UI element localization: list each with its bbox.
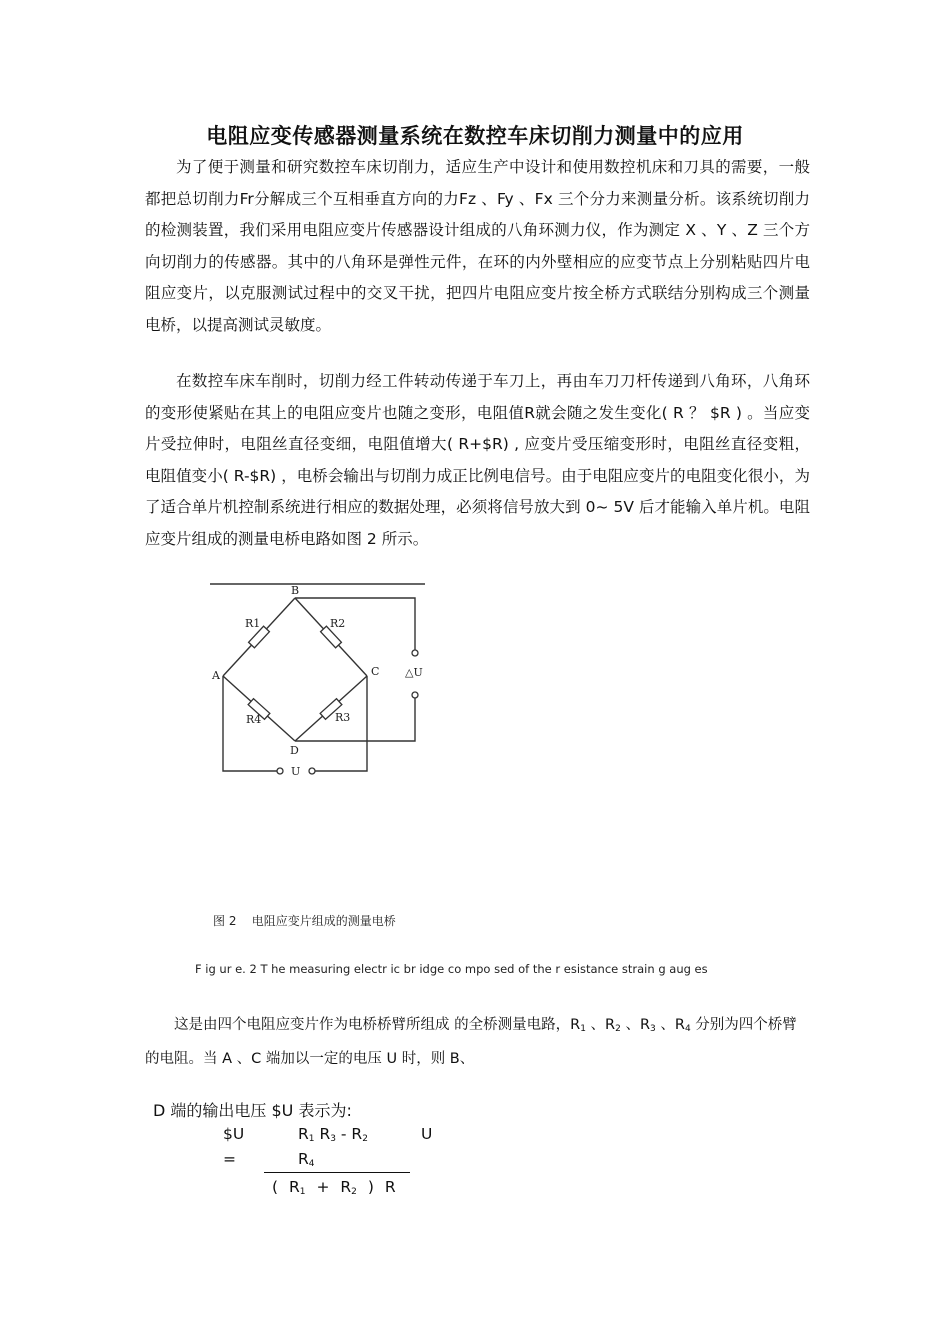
num-r1-sub: 1 [308, 1134, 315, 1144]
equation-numerator [298, 1125, 368, 1144]
output-voltage-label: △U [405, 666, 423, 679]
supply-voltage-label: U [291, 765, 301, 778]
output-terminal-bottom [412, 692, 418, 698]
paragraph-principle-text: 在数控车床车削时，切削力经工件转动传递于车刀上，再由车刀刀杆传递到八角环，八角环的变形使紧贴在其上的电阻应变片也随之变形，电阻值R就会随之发生变化( R ？ $R ) 。当应变片受拉伸时，电阻丝直径变细，电阻值增大( R+$R) , 应变片受压缩变形时，电阻丝直径变粗，电阻值变小( R-$R) ，电桥会输出与切削力成正比例电信号。由于电阻应变片的电阻变化很小，为了适合单片机控制系统进行相应的数据处理，必须将信号放大到 0~ 5V 后才能输入单片机。电阻应变片组成的测量电桥电路如图 2 所示。 [145, 372, 810, 548]
separator-1: 、 [585, 1017, 606, 1033]
equation-denominator [272, 1178, 396, 1197]
num-r2-sub: 2 [362, 1134, 368, 1144]
num-r3: R [319, 1125, 331, 1143]
den-r2-sub: 2 [351, 1187, 357, 1197]
resistor-ref-r2: R [605, 1017, 616, 1033]
resistor-ref-r2-sub: 2 [615, 1024, 621, 1034]
paragraph-bridge-before: 这是由四个电阻应变片作为电桥桥臂所组成 的全桥测量电路， [174, 1017, 571, 1033]
resistor-ref-r3: R [639, 1017, 651, 1033]
den-r1-sub: 1 [299, 1187, 306, 1197]
node-label-b: B [291, 584, 300, 597]
node-label-c: C [371, 665, 380, 678]
equation-equals: = [223, 1150, 236, 1168]
den-r1: R [289, 1178, 300, 1196]
paragraph-principle [145, 366, 810, 555]
num-r2: - R [335, 1125, 363, 1143]
paragraph-intro-text: 为了便于测量和研究数控车床切削力，适应生产中设计和使用数控机床和刀具的需要，一般都把总切削力Fr分解成三个互相垂直方向的力Fz 、Fy 、Fx 三个分力来测量分析。该系统切削力的检测装置，我们采用电阻应变片传感器设计组成的八角环测力仪，作为测定 X 、Y 、Z 三个方向切削力的传感器。其中的八角环是弹性元件，在环的内外壁相应的应变节点上分别粘贴四片电阻应变片，以克服测试过程中的交叉干扰，把四片电阻应变片按全桥方式联结分别构成三个测量电桥，以提高测试灵敏度。 [145, 158, 810, 334]
den-plus: + [316, 1178, 330, 1196]
num-r3-sub: 3 [330, 1134, 336, 1144]
node-label-a: A [212, 669, 220, 682]
paragraph-bridge [145, 1010, 810, 1074]
separator-2: 、 [620, 1017, 640, 1033]
paragraph-bridge-after: 分别为四个桥臂 的电阻。当 A 、C 端加以一定的电压 U 时，则 B、 [145, 1017, 797, 1067]
fraction-bar [264, 1172, 410, 1173]
equation-r4 [298, 1150, 315, 1169]
den-close-paren: ) [367, 1178, 374, 1196]
output-terminal-top [412, 650, 418, 656]
supply-terminal-right [309, 768, 315, 774]
resistor-label-r4: R4 [246, 713, 262, 726]
figure-caption-en: F ig ur e. 2 T he measuring electr ic br idge co mpo sed of the r esistance strain g aug es [195, 962, 708, 976]
supply-terminal-left [277, 768, 283, 774]
separator-3: 、 [655, 1017, 675, 1033]
den-r2: R [340, 1178, 352, 1196]
document-title: 电阻应变传感器测量系统在数控车床切削力测量中的应用 [206, 124, 744, 148]
num-r1: R [298, 1125, 309, 1143]
output-wire-d [295, 698, 415, 741]
resistor-ref-r4: R [674, 1017, 685, 1033]
num-r4: R [298, 1150, 309, 1168]
resistor-label-r3: R3 [335, 711, 351, 724]
output-wire-b [295, 598, 415, 650]
resistor-label-r1: R1 [245, 617, 261, 630]
resistor-label-r2: R2 [330, 617, 346, 630]
resistor-ref-r1: R [570, 1017, 581, 1033]
figure-caption-cn: 图 2 电阻应变片组成的测量电桥 [213, 914, 396, 928]
den-open-paren: ( [272, 1178, 279, 1196]
num-r4-sub: 4 [308, 1159, 315, 1169]
equation-u: U [421, 1125, 433, 1143]
equation-lhs: $U [223, 1125, 245, 1143]
node-label-d: D [290, 744, 299, 757]
resistor-ref-r4-sub: 4 [684, 1024, 691, 1034]
den-r: R [384, 1178, 396, 1196]
paragraph-output-voltage: D 端的输出电压 $U 表示为: [153, 1101, 352, 1120]
resistor-ref-r3-sub: 3 [650, 1024, 656, 1034]
bridge-circuit-diagram [205, 578, 430, 778]
paragraph-intro [145, 152, 810, 341]
resistor-ref-r1-sub: 1 [580, 1024, 586, 1034]
